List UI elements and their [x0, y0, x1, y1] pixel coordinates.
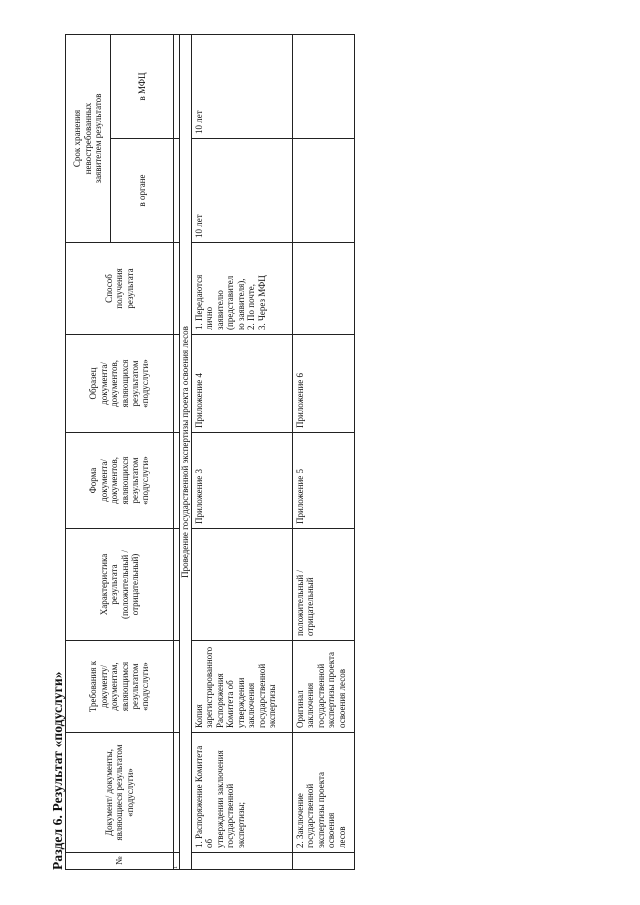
text-line: отрицательный)	[129, 553, 140, 616]
text-line: документам,	[109, 662, 120, 711]
text-line: государственной	[256, 663, 267, 728]
text-line: результатом	[129, 360, 140, 407]
text-line: «подуслуги»	[124, 768, 135, 817]
text-line: являющихся	[119, 456, 130, 505]
text-line: Срок хранения	[72, 109, 83, 168]
header-storage-mfc: в МФЦ	[111, 35, 174, 139]
column-number: 1	[174, 853, 180, 870]
header-method	[66, 243, 174, 335]
header-storage-org: в органе	[111, 139, 174, 243]
text-line: документу/	[98, 664, 109, 709]
text-line: Оригинал	[295, 690, 305, 728]
text-line: заявителем результатов	[93, 93, 104, 184]
text-line: получения	[114, 268, 125, 309]
text-line: утверждении	[235, 677, 246, 728]
text-line: Образец	[88, 367, 99, 400]
row-document	[192, 733, 293, 853]
text-line: 1. Передаются	[194, 274, 204, 330]
section-heading: Раздел 6. Результат «подуслуги»	[50, 671, 65, 870]
row-storage-org	[293, 139, 355, 243]
text-line: документа/	[98, 459, 109, 502]
text-line: 2. Заключение государственной	[295, 783, 316, 848]
row-requirements	[293, 641, 355, 733]
text-line: государственной	[315, 663, 326, 728]
text-line: освоения лесов	[336, 669, 347, 728]
row-characteristic	[293, 529, 355, 641]
text-line: заявителю	[214, 290, 225, 330]
text-line: «подуслуги»	[140, 662, 151, 711]
text-line: (положительный /	[119, 550, 130, 619]
text-line: ю заявителя),	[235, 278, 246, 330]
text-line: Приложение 5	[295, 468, 305, 524]
text-line: 1. Распоряжение Комитета об	[194, 745, 215, 848]
text-line: Приложение 4	[194, 372, 204, 428]
text-line: зарегистрированного	[204, 646, 215, 728]
text-line: Форма	[88, 467, 99, 494]
text-line: результатом	[129, 457, 140, 504]
text-line: результата	[109, 564, 120, 605]
text-line: документов,	[109, 359, 120, 408]
text-line: лесов	[336, 826, 347, 848]
header-characteristic	[66, 529, 174, 641]
text-line: Документ/ документы,	[103, 749, 114, 836]
table-row	[293, 35, 355, 870]
row-document	[293, 733, 355, 853]
text-line: лично	[204, 306, 215, 330]
text-line: Приложение 3	[194, 468, 204, 524]
row-requirements	[192, 641, 293, 733]
row-method	[293, 243, 355, 335]
text-line: 2. По почте,	[246, 283, 257, 330]
header-sample	[66, 335, 174, 433]
text-line: Характеристика	[98, 553, 109, 616]
text-line: экспертизы	[267, 684, 278, 728]
text-line: являющиеся результатом	[114, 744, 125, 841]
text-line: документа/	[98, 362, 109, 405]
row-method	[192, 243, 293, 335]
section-row-title: Проведение государственной экспертизы проекта освоения лесов	[180, 35, 192, 870]
result-table-container	[65, 35, 347, 870]
text-line: экспертизы проекта освоения	[315, 771, 337, 848]
text-line: отрицательный	[305, 577, 316, 636]
text-line: Комитета об	[225, 680, 236, 728]
text-line: являющимся	[119, 661, 130, 712]
text-line: Способ	[103, 274, 114, 303]
text-line: (представител	[225, 275, 236, 330]
row-storage-mfc	[293, 35, 355, 139]
header-form	[66, 433, 174, 529]
header-requirements	[66, 641, 174, 733]
row-form	[192, 433, 293, 529]
header-row	[66, 35, 111, 870]
row-sample	[293, 335, 355, 433]
text-line: Копия	[194, 704, 204, 728]
text-line: утверждении заключения	[214, 750, 225, 848]
text-line: Приложение 6	[295, 372, 305, 428]
header-storage	[66, 35, 111, 243]
result-table	[65, 34, 355, 870]
text-line: государственной экспертизы;	[225, 783, 246, 848]
text-line: заключения	[246, 682, 257, 728]
row-form	[293, 433, 355, 529]
row-num	[293, 853, 355, 870]
header-num: №	[66, 853, 174, 870]
text-line: «подуслуги»	[140, 359, 151, 408]
text-line: «подуслуги»	[140, 456, 151, 505]
text-line: Распоряжения	[214, 673, 225, 728]
row-characteristic	[192, 529, 293, 641]
text-line: являющихся	[119, 359, 130, 408]
row-storage-org: 10 лет	[192, 139, 293, 243]
row-num	[192, 853, 293, 870]
text-line: документов,	[109, 456, 120, 505]
row-sample	[192, 335, 293, 433]
section-row	[180, 35, 192, 870]
text-line: экспертизы проекта	[326, 651, 337, 728]
text-line: невостребованных	[82, 102, 93, 175]
table-row	[192, 35, 293, 870]
text-line: результата	[124, 268, 135, 309]
text-line: результатом	[129, 663, 140, 710]
text-line: заключения	[305, 682, 316, 728]
header-document	[66, 733, 174, 853]
text-line: Требования к	[88, 660, 99, 713]
text-line: положительный /	[295, 570, 305, 636]
row-storage-mfc: 10 лет	[192, 35, 293, 139]
text-line: 3. Через МФЦ	[256, 275, 267, 330]
